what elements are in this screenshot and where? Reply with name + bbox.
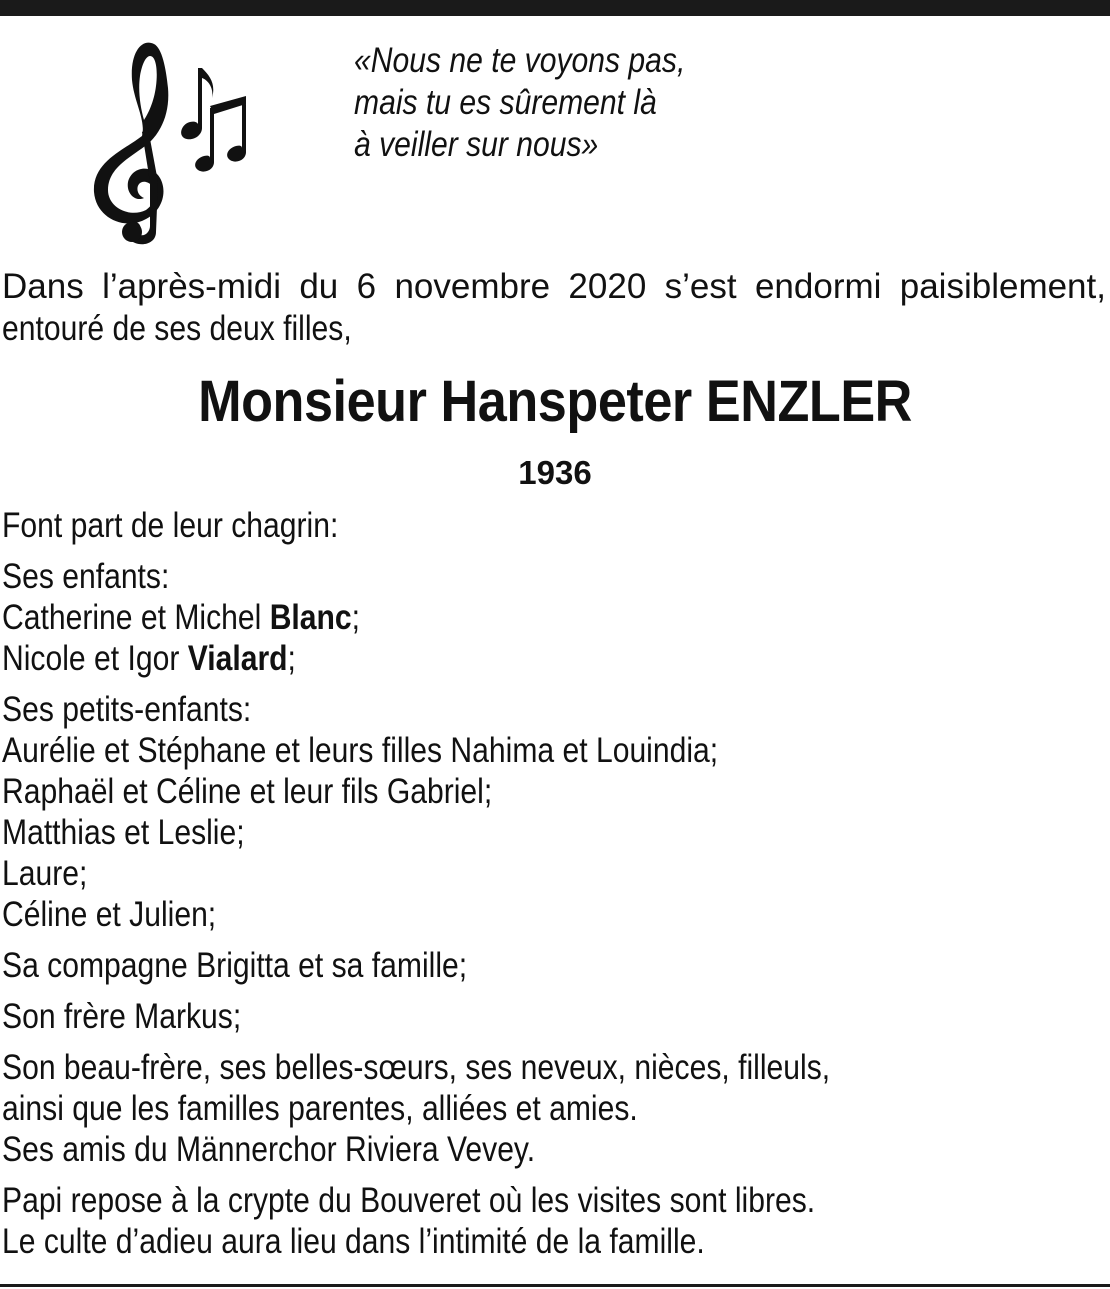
extended-family-block [2, 1047, 1106, 1170]
death-announcement-intro [2, 266, 1106, 350]
intro-word: 6 [356, 267, 377, 306]
memorial-quote [354, 40, 784, 166]
deceased-name: Monsieur Hanspeter ENZLER [198, 369, 912, 434]
grandchild-line: Laure; [2, 854, 88, 893]
intro-word: Dans [2, 267, 84, 306]
grandchild-line: Matthias et Leslie; [2, 813, 245, 852]
announcement-body [2, 505, 1106, 1272]
grandchild-line: Aurélie et Stéphane et leurs filles Nahima et Louindia; [2, 731, 719, 770]
opening-block [2, 505, 1106, 546]
grandchildren-block [2, 689, 1106, 935]
eighth-note-icon [181, 68, 213, 139]
intro-line [2, 266, 1106, 308]
intro-word: endormi [754, 267, 882, 306]
grandchild-line: Raphaël et Céline et leur fils Gabriel; [2, 772, 493, 811]
child-suffix: ; [351, 598, 361, 637]
grandchildren-heading: Ses petits-enfants: [2, 690, 252, 729]
closing-line: Le culte d’adieu aura lieu dans l’intimité de la famille. [2, 1222, 705, 1261]
intro-word: novembre [394, 267, 551, 306]
beamed-notes-icon [195, 96, 246, 172]
birth-year: 1936 [518, 454, 592, 491]
child-entry [2, 597, 951, 638]
child-entry [2, 638, 951, 679]
children-block [2, 556, 1106, 679]
intro-word: 2020 [568, 267, 647, 306]
opening-line: Font part de leur chagrin: [2, 506, 339, 545]
closing-line: Papi repose à la crypte du Bouveret où les visites sont libres. [2, 1181, 816, 1220]
child-given-names: Nicole et Igor [2, 639, 188, 678]
grandchild-line: Céline et Julien; [2, 895, 217, 934]
brother-block [2, 996, 1106, 1037]
extended-family-line: ainsi que les familles parentes, alliées et amies. [2, 1089, 638, 1128]
top-border-rule [0, 0, 1110, 16]
treble-clef-with-notes-icon [84, 32, 254, 247]
child-surname: Vialard [187, 639, 288, 678]
closing-block [2, 1180, 1106, 1262]
brother-line: Son frère Markus; [2, 997, 242, 1036]
child-given-names: Catherine et Michel [2, 598, 270, 637]
child-surname: Blanc [269, 598, 352, 637]
intro-line: entouré de ses deux filles, [2, 309, 352, 348]
intro-word: l’après-midi [102, 267, 281, 306]
intro-word: s’est [664, 267, 737, 306]
extended-family-line: Son beau-frère, ses belles-sœurs, ses neveux, nièces, filleuls, [2, 1048, 831, 1087]
children-heading: Ses enfants: [2, 557, 170, 596]
intro-word: du [299, 267, 339, 306]
companion-line: Sa compagne Brigitta et sa famille; [2, 946, 468, 985]
quote-line: à veiller sur nous» [354, 125, 599, 164]
bottom-border-rule [0, 1284, 1110, 1287]
intro-word: paisiblement, [899, 267, 1106, 306]
extended-family-line: Ses amis du Männerchor Riviera Vevey. [2, 1130, 536, 1169]
quote-line: mais tu es sûrement là [354, 83, 657, 122]
companion-block [2, 945, 1106, 986]
child-suffix: ; [287, 639, 296, 678]
quote-line: «Nous ne te voyons pas, [354, 41, 686, 80]
